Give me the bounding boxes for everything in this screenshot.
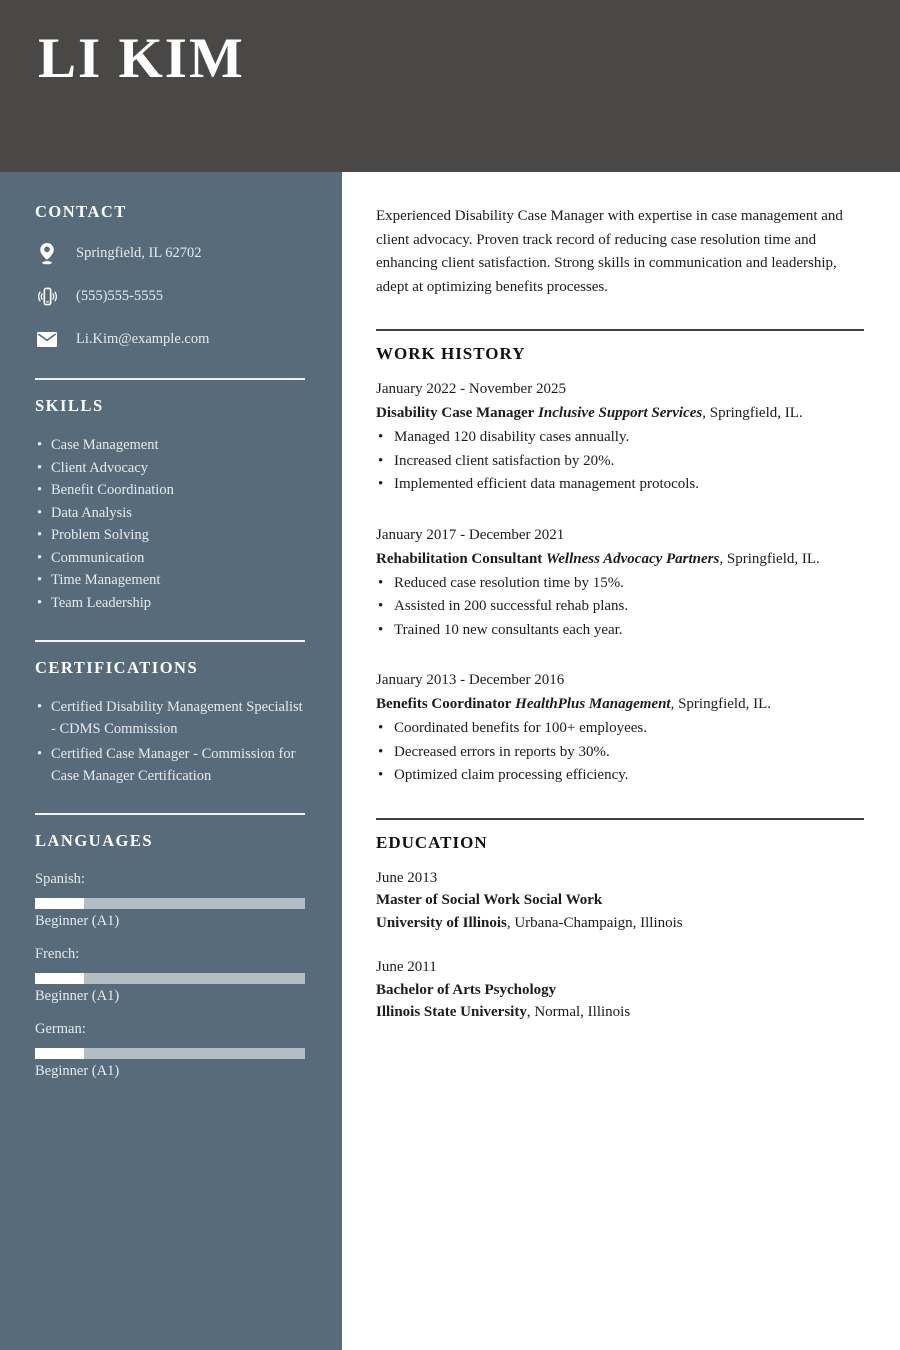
- education-section: [376, 833, 864, 1024]
- language-progress-bar: [35, 1048, 305, 1059]
- language-level: Beginner (A1): [35, 913, 120, 929]
- job-location: , Springfield, IL.: [719, 550, 820, 567]
- job-bullet: • Implemented efficient data management protocols.: [376, 473, 864, 497]
- school-location: , Normal, Illinois: [526, 1004, 631, 1020]
- certifications-list: [35, 696, 305, 787]
- work-history-heading: WORK HISTORY: [376, 344, 526, 363]
- job-bullet: • Increased client satisfaction by 20%.: [376, 450, 864, 474]
- job-title: Rehabilitation Consultant: [376, 550, 543, 567]
- contact-heading: CONTACT: [35, 202, 127, 221]
- language-progress-bar: [35, 973, 305, 984]
- skill-item: • Benefit Coordination: [35, 479, 305, 502]
- language-item: [35, 869, 305, 931]
- job-company: Inclusive Support Services: [538, 405, 703, 421]
- job-dates: January 2013 - December 2016: [376, 672, 565, 688]
- language-item: [35, 944, 305, 1006]
- skill-item: • Communication: [35, 547, 305, 570]
- school-location: , Urbana-Champaign, Illinois: [506, 914, 683, 931]
- contact-phone-text: (555)555-5555: [76, 287, 163, 304]
- language-level: Beginner (A1): [35, 988, 120, 1004]
- school-name: Illinois State University: [376, 1004, 527, 1020]
- job-location: , Springfield, IL.: [702, 405, 803, 421]
- job-company: HealthPlus Management: [515, 696, 671, 712]
- job-title-line: [376, 693, 864, 716]
- job-bullet: • Decreased errors in reports by 30%.: [376, 741, 864, 765]
- language-level: Beginner (A1): [35, 1063, 120, 1079]
- work-history-section: [376, 344, 864, 788]
- main-divider: [376, 818, 864, 820]
- job-entry: [376, 378, 864, 497]
- job-bullet: • Managed 120 disability cases annually.: [376, 426, 864, 450]
- certifications-heading: CERTIFICATIONS: [35, 658, 199, 677]
- contact-row-location: [35, 240, 305, 266]
- education-entry: [376, 867, 864, 935]
- degree-text: Master of Social Work Social Work: [376, 892, 603, 908]
- job-bullet: • Reduced case resolution time by 15%.: [376, 572, 864, 596]
- skill-item: • Client Advocacy: [35, 457, 305, 480]
- job-bullet: • Trained 10 new consultants each year.: [376, 619, 864, 643]
- job-title: Benefits Coordinator: [376, 696, 512, 712]
- job-entry: [376, 669, 864, 788]
- header-band: [0, 0, 900, 172]
- language-item: [35, 1019, 305, 1081]
- email-icon: [35, 332, 59, 347]
- job-location: , Springfield, IL.: [670, 696, 771, 712]
- job-title-line: [376, 548, 864, 571]
- languages-heading: LANGUAGES: [35, 831, 154, 850]
- job-bullet: • Coordinated benefits for 100+ employees.: [376, 717, 864, 741]
- skill-item: • Time Management: [35, 569, 305, 592]
- language-name: French:: [35, 946, 80, 962]
- skill-item: • Data Analysis: [35, 502, 305, 525]
- contact-row-phone: [35, 283, 305, 309]
- sidebar-divider: [35, 378, 305, 380]
- main-content: [342, 172, 900, 1350]
- language-progress-fill: [35, 973, 84, 984]
- language-progress-fill: [35, 898, 84, 909]
- education-heading: EDUCATION: [376, 832, 488, 852]
- contact-row-email: [35, 326, 305, 352]
- name-title: LI KIM: [38, 27, 245, 90]
- skill-item: • Case Management: [35, 434, 305, 457]
- language-progress-fill: [35, 1048, 84, 1059]
- skills-heading: SKILLS: [35, 396, 104, 415]
- language-name: Spanish:: [35, 871, 85, 887]
- skills-section: [35, 396, 305, 614]
- phone-icon: [35, 285, 59, 308]
- language-name: German:: [35, 1021, 86, 1037]
- certification-item: • Certified Disability Management Specialist - CDMS Commission: [35, 696, 305, 740]
- skill-item: • Team Leadership: [35, 592, 305, 615]
- school-name: University of Illinois: [376, 914, 507, 931]
- education-school-line: [376, 1001, 864, 1024]
- sidebar: [0, 172, 342, 1350]
- sidebar-divider: [35, 813, 305, 815]
- job-dates: January 2022 - November 2025: [376, 381, 566, 397]
- job-title: Disability Case Manager: [376, 405, 535, 421]
- skill-item: • Problem Solving: [35, 524, 305, 547]
- professional-summary: Experienced Disability Case Manager with expertise in case management and client advocacy. Proven track record of reducing case resolution time and enhancing client satisfaction. Strong skills in communication and leadership, adept at optimizing benefits processes.: [376, 208, 843, 295]
- main-divider: [376, 329, 864, 331]
- job-entry: [376, 524, 864, 643]
- contact-location-text: Springfield, IL 62702: [76, 244, 202, 261]
- languages-section: [35, 831, 305, 1081]
- job-company: Wellness Advocacy Partners: [546, 550, 720, 567]
- job-bullets: [376, 717, 864, 788]
- contact-email-text: Li.Kim@example.com: [76, 330, 210, 347]
- education-degree: [376, 889, 864, 912]
- education-date: June 2011: [376, 959, 437, 975]
- certification-item: • Certified Case Manager - Commission for Case Manager Certification: [35, 743, 305, 787]
- location-pin-icon: [35, 242, 59, 265]
- job-bullet: • Assisted in 200 successful rehab plans.: [376, 595, 864, 619]
- education-entry: [376, 956, 864, 1024]
- job-bullet: • Optimized claim processing efficiency.: [376, 764, 864, 788]
- job-bullets: [376, 572, 864, 643]
- degree-text: Bachelor of Arts Psychology: [376, 981, 557, 998]
- education-degree: [376, 979, 864, 1002]
- job-bullets: [376, 426, 864, 497]
- contact-section: [35, 202, 305, 352]
- job-dates: January 2017 - December 2021: [376, 526, 565, 543]
- job-title-line: [376, 402, 864, 425]
- language-progress-bar: [35, 898, 305, 909]
- education-school-line: [376, 912, 864, 935]
- certifications-section: [35, 658, 305, 787]
- skills-list: [35, 434, 305, 614]
- sidebar-divider: [35, 640, 305, 642]
- education-date: June 2013: [376, 869, 438, 886]
